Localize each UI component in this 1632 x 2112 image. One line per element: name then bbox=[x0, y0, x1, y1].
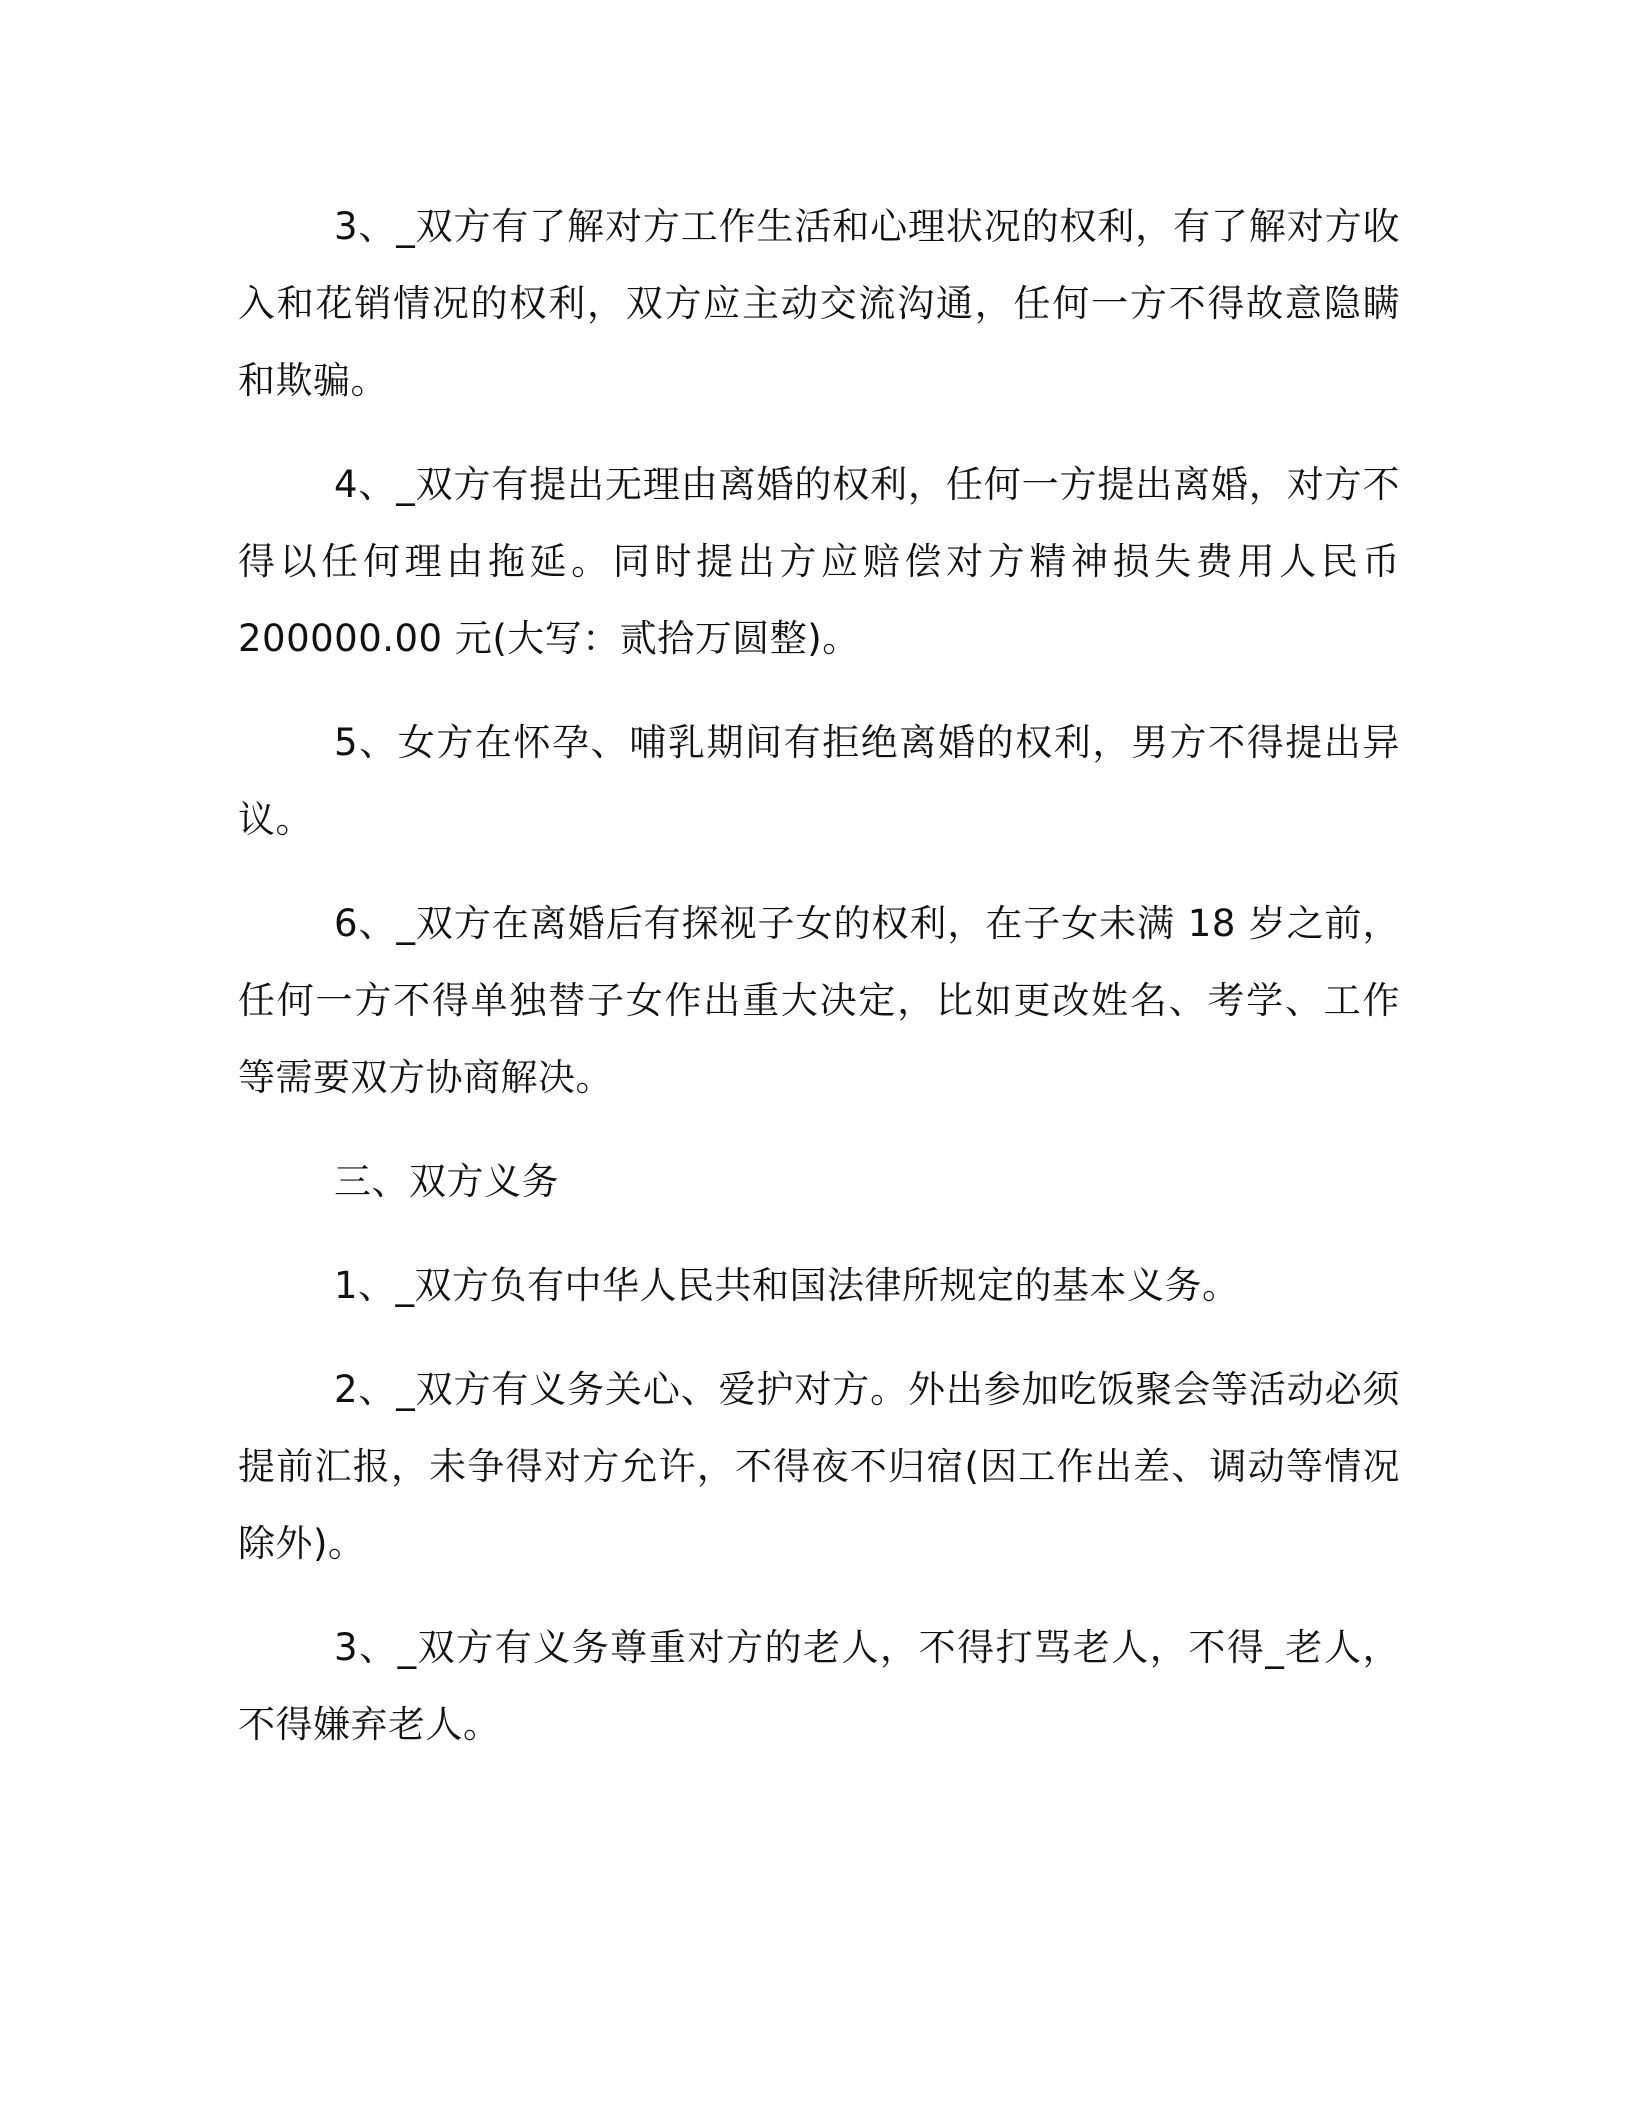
paragraph-obligation-2: 2、_双方有义务关心、爱护对方。外出参加吃饭聚会等活动必须提前汇报，未争得对方允许，不得夜不归宿(因工作出差、调动等情况除外)。 bbox=[238, 1368, 1400, 1565]
paragraph-obligation-1: 1、_双方负有中华人民共和国法律所规定的基本义务。 bbox=[334, 1264, 1240, 1307]
paragraph-right-6: 6、_双方在离婚后有探视子女的权利，在子女未满 18 岁之前，任何一方不得单独替子女作出重大决定，比如更改姓名、考学、工作等需要双方协商解决。 bbox=[238, 902, 1400, 1099]
paragraph-right-5: 5、女方在怀孕、哺乳期间有拒绝离婚的权利，男方不得提出异议。 bbox=[238, 721, 1400, 841]
paragraph-right-3: 3、_双方有了解对方工作生活和心理状况的权利，有了解对方收入和花销情况的权利，双方应主动交流沟通，任何一方不得故意隐瞒和欺骗。 bbox=[238, 205, 1400, 402]
paragraph-obligation-3: 3、_双方有义务尊重对方的老人，不得打骂老人，不得_老人，不得嫌弃老人。 bbox=[238, 1626, 1400, 1746]
paragraph-right-4: 4、_双方有提出无理由离婚的权利，任何一方提出离婚，对方不得以任何理由拖延。同时提出方应赔偿对方精神损失费用人民币200000.00 元(大写：贰拾万圆整)。 bbox=[238, 463, 1400, 660]
document-body bbox=[238, 188, 1400, 1790]
section-heading-obligations: 三、双方义务 bbox=[334, 1160, 559, 1203]
